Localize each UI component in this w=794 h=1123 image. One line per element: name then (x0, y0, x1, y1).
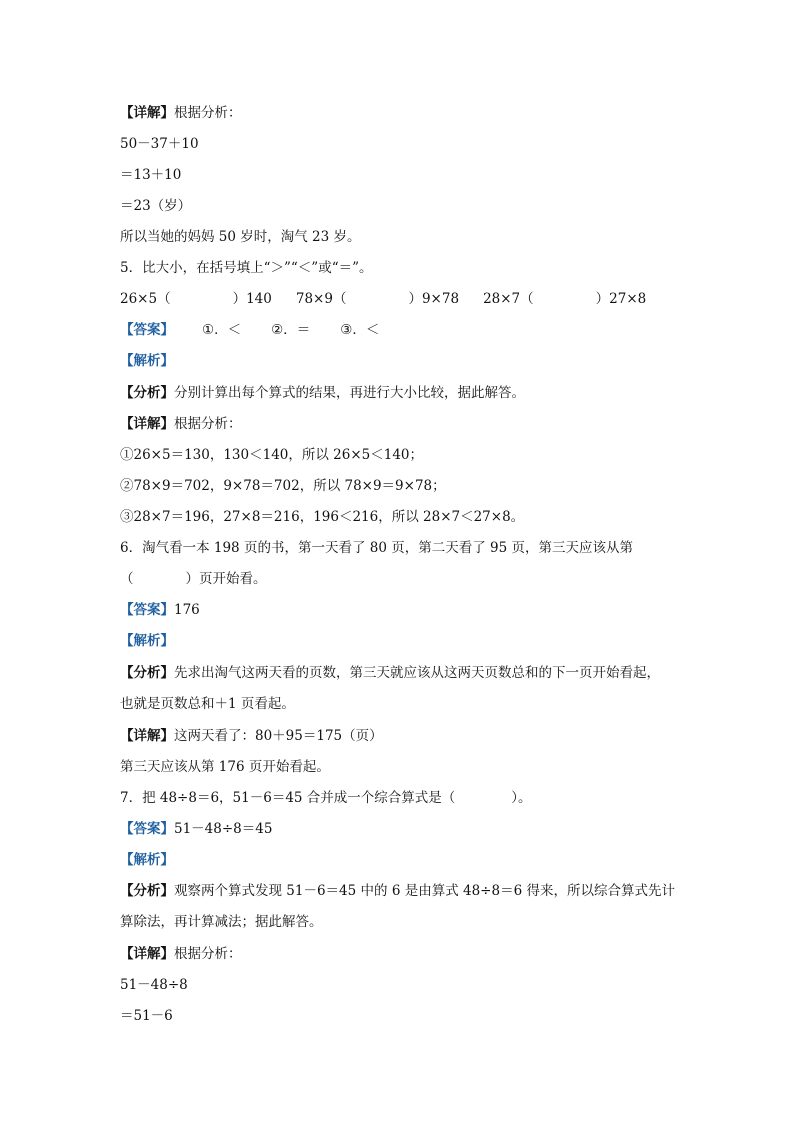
q5-item-1-left: 26×5（ (120, 291, 171, 307)
detail-tag: 【详解】 (120, 105, 174, 121)
detail-line (120, 104, 242, 122)
q5-analysis (120, 384, 525, 402)
answer-tag: 【答案】 (120, 821, 174, 837)
question-5-items (120, 290, 646, 308)
question-6-title-cont (120, 570, 267, 588)
analysis-tag: 【分析】 (120, 665, 174, 681)
q5-answer (120, 321, 379, 339)
jiexi-tag: 【解析】 (120, 852, 174, 868)
detail-text: 根据分析： (174, 105, 242, 121)
q7-analysis (120, 882, 675, 900)
analysis-text: 分别计算出每个算式的结果，再进行大小比较，据此解答。 (174, 385, 525, 401)
q7-detail (120, 945, 242, 963)
q6-detail-cont: 第三天应该从第 176 页开始看起。 (120, 759, 330, 775)
answer-tag: 【答案】 (120, 322, 174, 338)
q6-jiexi (120, 632, 174, 650)
detail-text: 这两天看了：80＋95＝175（页） (174, 728, 383, 744)
q7-analysis-cont: 算除法，再计算减法；据此解答。 (120, 914, 323, 930)
question-6-title: 6．淘气看一本 198 页的书，第一天看了 80 页，第二天看了 95 页，第三天应该从第 (120, 540, 633, 556)
q5-step-1: ①26×5＝130，130＜140，所以 26×5＜140； (120, 447, 424, 463)
jiexi-tag: 【解析】 (120, 353, 174, 369)
q7-step-1: 51－48÷8 (120, 977, 188, 993)
q7-text: 7．把 48÷8＝6，51－6＝45 合并成一个综合算式是（ (120, 790, 456, 806)
q5-item-1-right: ）140 (232, 291, 272, 307)
q6-analysis-cont: 也就是页数总和＋1 页看起。 (120, 696, 295, 712)
q7-end: ）。 (511, 790, 532, 806)
q7-step-2: ＝51－6 (120, 1008, 173, 1024)
question-5-title: 5．比大小，在括号填上“＞”“＜”或“＝”。 (120, 260, 373, 276)
q5-detail (120, 415, 242, 433)
answer-1: ①．＜ (202, 322, 242, 338)
jiexi-tag: 【解析】 (120, 633, 174, 649)
q5-jiexi (120, 352, 174, 370)
detail-tag: 【详解】 (120, 416, 174, 432)
detail-text: 根据分析： (174, 416, 242, 432)
q7-answer (120, 820, 272, 838)
q6-detail (120, 727, 383, 745)
q5-item-2-left: 78×9（ (295, 291, 347, 307)
q5-item-2-right: ）9×78 (408, 291, 460, 307)
detail-tag: 【详解】 (120, 946, 174, 962)
analysis-tag: 【分析】 (120, 385, 174, 401)
answer-text: 51－48÷8＝45 (174, 821, 273, 837)
answer-text: 176 (174, 602, 200, 618)
detail-text: 根据分析： (174, 946, 242, 962)
q5-item-3-right: ）27×8 (595, 291, 647, 307)
calc-line: ＝13＋10 (120, 167, 182, 183)
analysis-text: 先求出淘气这两天看的页数，第三天就应该从这两天页数总和的下一页开始看起， (174, 665, 660, 681)
analysis-tag: 【分析】 (120, 883, 174, 899)
calc-line: ＝23（岁） (120, 198, 192, 214)
detail-tag: 【详解】 (120, 728, 174, 744)
answer-3: ③．＜ (340, 322, 380, 338)
q6-analysis (120, 664, 660, 682)
answer-2: ②．＝ (271, 322, 311, 338)
q5-item-3-left: 28×7（ (483, 291, 534, 307)
q5-step-2: ②78×9＝702，9×78＝702，所以 78×9＝9×78； (120, 478, 446, 494)
answer-tag: 【答案】 (120, 602, 174, 618)
conclusion-line: 所以当她的妈妈 50 岁时，淘气 23 岁。 (120, 229, 361, 245)
analysis-text: 观察两个算式发现 51－6＝45 中的 6 是由算式 48÷8＝6 得来，所以综合算式先计 (174, 883, 675, 899)
question-7-title (120, 789, 532, 807)
q6-paren-open: （ (120, 571, 134, 587)
calc-line: 50－37＋10 (120, 136, 199, 152)
q7-jiexi (120, 851, 174, 869)
q5-step-3: ③28×7＝196，27×8＝216，196＜216，所以 28×7＜27×8。 (120, 509, 525, 525)
q6-answer (120, 601, 200, 619)
q6-paren-close: ）页开始看。 (185, 571, 267, 587)
